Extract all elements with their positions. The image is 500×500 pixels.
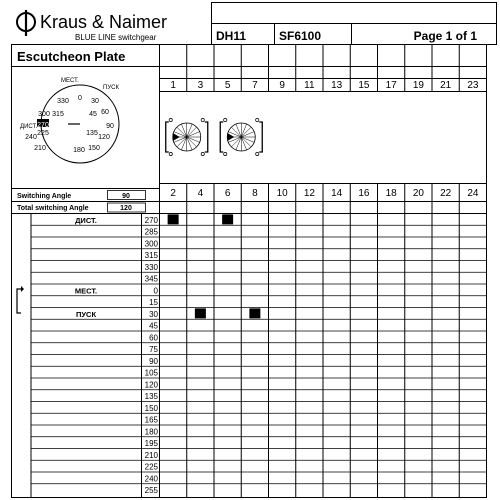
series-code: DH11	[216, 29, 247, 43]
dial-number: 180	[73, 147, 85, 154]
total-angle-label: Total switching Angle	[17, 205, 89, 212]
terminal-top-label: 11	[304, 80, 315, 91]
brand-tagline: BLUE LINE switchgear	[75, 33, 157, 42]
terminal-bottom-label: 12	[303, 188, 315, 199]
dial-number: 60	[101, 109, 109, 116]
bracket-arrow-icon	[21, 286, 24, 292]
contact-closed-mark	[168, 214, 179, 224]
page-indicator: Page 1 of 1	[413, 29, 477, 43]
terminal-bottom-label: 8	[252, 188, 258, 199]
contact-symbols	[166, 118, 263, 155]
dial-number: 300	[38, 111, 50, 118]
position-angle: 120	[144, 380, 158, 390]
dial-number: 30	[91, 98, 99, 105]
position-angle: 150	[144, 403, 158, 413]
dial-number: 90	[106, 123, 114, 130]
cam-contact-symbol	[166, 118, 208, 155]
terminal-bottom-label: 4	[197, 188, 204, 199]
dial-number: 150	[88, 145, 100, 152]
position-angle: 0	[153, 286, 158, 296]
position-angle: 255	[144, 486, 158, 495]
terminal-bottom-label: 24	[467, 188, 479, 199]
brand-name: Kraus & Naimer	[40, 12, 168, 32]
position-angle: 165	[144, 415, 158, 425]
terminal-top-label: 5	[224, 80, 231, 91]
terminal-top-label: 19	[412, 80, 424, 91]
switch-code: SF6100	[279, 29, 322, 43]
position-angle: 210	[144, 450, 158, 460]
dial-number: 210	[34, 145, 46, 152]
position-angle: 315	[144, 251, 158, 260]
terminal-bottom-label: 22	[440, 188, 452, 199]
dial-label-mest: МЕСТ.	[61, 78, 79, 84]
position-angle: 75	[149, 345, 158, 354]
dial-number: 225	[37, 130, 49, 137]
contact-closed-mark	[249, 308, 260, 318]
terminal-top-label: 9	[279, 80, 285, 91]
position-angle: 15	[149, 298, 158, 307]
position-angle: 240	[144, 474, 158, 484]
contact-closed-mark	[222, 214, 233, 224]
dial-number: 0	[78, 95, 82, 102]
dial-number: 120	[98, 134, 110, 141]
terminal-bottom-label: 10	[276, 188, 288, 199]
total-angle-value: 120	[120, 205, 132, 212]
position-angle: 330	[144, 262, 158, 272]
dial-number: 330	[57, 98, 69, 105]
terminal-bottom-label: 18	[385, 188, 397, 199]
terminal-bottom-label: 16	[358, 188, 370, 199]
position-angle: 105	[144, 368, 158, 378]
dial-label-dist: ДИСТ.	[20, 124, 38, 130]
brand-logo	[17, 10, 35, 36]
terminal-top-label: 3	[197, 80, 204, 91]
terminal-bottom-label: 20	[412, 188, 424, 199]
terminal-bottom-label: 6	[224, 188, 231, 199]
position-angle: 45	[149, 321, 158, 331]
position-angle: 60	[149, 333, 158, 343]
terminal-top-label: 21	[440, 80, 452, 91]
switching-angle-label: Switching Angle	[17, 193, 72, 200]
terminal-top-label: 15	[358, 80, 370, 91]
escutcheon-title: Escutcheon Plate	[17, 49, 126, 64]
position-angle: 180	[144, 427, 158, 437]
dial-number: 315	[52, 111, 64, 118]
terminal-top-label: 17	[385, 80, 397, 91]
terminal-top-label: 13	[331, 80, 343, 91]
position-angle: 345	[144, 274, 158, 284]
position-angle: 300	[144, 239, 158, 249]
dial-number: 45	[89, 111, 97, 118]
contact-closed-mark	[195, 308, 206, 318]
position-name: ДИСТ.	[75, 215, 97, 225]
position-name: МЕСТ.	[74, 286, 98, 296]
position-angle: 90	[149, 356, 158, 366]
terminal-top-label: 1	[170, 80, 176, 91]
left-panel-frame	[12, 45, 160, 498]
position-angle: 225	[144, 462, 158, 472]
escutcheon-dial	[20, 78, 119, 163]
dial-number: 270	[37, 122, 49, 129]
terminal-bottom-label: 14	[331, 188, 343, 199]
position-angle: 285	[144, 227, 158, 237]
position-angle: 30	[149, 309, 158, 319]
dial-number: 240	[25, 134, 37, 141]
dial-number: 135	[86, 130, 98, 137]
terminal-bottom-label: 2	[170, 188, 176, 199]
terminal-top-label: 23	[467, 80, 479, 91]
position-angle: 135	[144, 392, 158, 401]
cam-contact-symbol	[220, 118, 262, 155]
position-name: ПУСК	[75, 309, 97, 319]
position-angle: 195	[144, 439, 158, 448]
dial-label-pusk: ПУСК	[103, 85, 119, 91]
position-bracket-icon	[17, 289, 21, 313]
position-angle: 270	[144, 215, 158, 225]
switching-angle-value: 90	[122, 193, 130, 200]
terminal-top-label: 7	[252, 80, 258, 91]
